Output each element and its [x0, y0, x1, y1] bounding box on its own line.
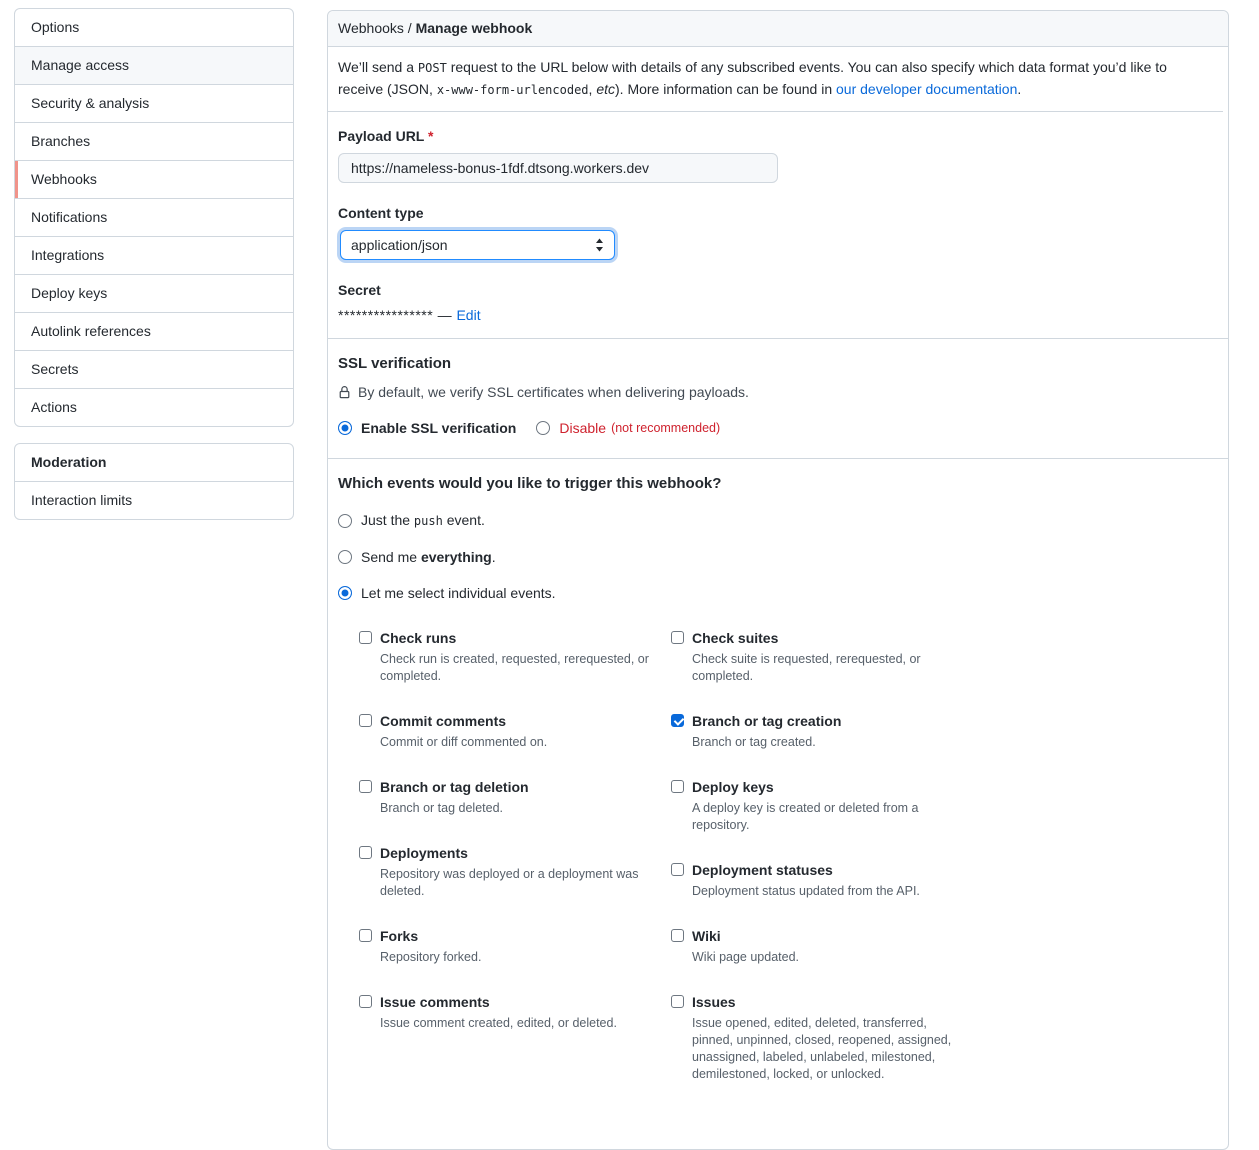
sidebar-item-label: Notifications — [31, 209, 108, 225]
enable-ssl-label: Enable SSL verification — [361, 420, 517, 436]
ssl-heading: SSL verification — [338, 355, 452, 372]
sidebar-item-branches[interactable] — [15, 122, 293, 160]
event-option-everything — [338, 547, 1218, 567]
just-push-label — [361, 510, 485, 531]
event-description: Commit or diff commented on. — [380, 735, 548, 749]
event-description: Wiki page updated. — [692, 950, 800, 964]
events-grid — [359, 628, 1218, 1109]
event-description: Issue comment created, edited, or deleted. — [380, 1016, 617, 1030]
event-title: Check runs — [380, 630, 457, 646]
settings-nav-box — [14, 8, 294, 427]
event-title: Wiki — [692, 928, 721, 944]
deployments-checkbox[interactable] — [359, 846, 372, 859]
sidebar-item-label: Manage access — [31, 57, 130, 73]
intro-text: , — [588, 81, 597, 97]
payload-url-label-text: Payload URL — [338, 128, 425, 144]
event-item-branch-tag-deletion — [359, 777, 671, 817]
event-item-check-runs — [359, 628, 671, 685]
event-title: Deployments — [380, 845, 468, 861]
breadcrumb-webhooks-link[interactable]: Webhooks — [338, 20, 404, 36]
sidebar-item-label: Actions — [31, 399, 77, 415]
sidebar-item-webhooks[interactable] — [15, 160, 293, 198]
event-description: Check suite is requested, rerequested, or completed. — [692, 652, 921, 683]
event-item-forks — [359, 926, 671, 966]
issues-checkbox[interactable] — [671, 995, 684, 1008]
check-runs-checkbox[interactable] — [359, 631, 372, 644]
event-item-issues — [671, 992, 961, 1083]
option-text: event. — [442, 512, 485, 528]
event-item-deployments — [359, 843, 671, 900]
event-item-commit-comments — [359, 711, 671, 751]
event-title: Deployment statuses — [692, 862, 833, 878]
event-item-issue-comments — [359, 992, 671, 1032]
issue-comments-checkbox[interactable] — [359, 995, 372, 1008]
event-description: Branch or tag created. — [692, 735, 816, 749]
sidebar-item-label: Autolink references — [31, 323, 151, 339]
ssl-verification-section — [328, 338, 1228, 458]
event-description: Deployment status updated from the API. — [692, 884, 920, 898]
required-asterisk: * — [428, 128, 434, 144]
inline-code-post: POST — [417, 61, 447, 75]
sidebar-item-label: Interaction limits — [31, 492, 133, 508]
event-description: Repository was deployed or a deployment was deleted. — [380, 867, 639, 898]
check-suites-checkbox[interactable] — [671, 631, 684, 644]
event-description: Branch or tag deleted. — [380, 801, 503, 815]
developer-documentation-link[interactable]: our developer documentation — [836, 81, 1018, 97]
event-title: Issue comments — [380, 994, 490, 1010]
ssl-note — [338, 382, 1218, 402]
sidebar-item-security-analysis[interactable] — [15, 84, 293, 122]
event-title: Deploy keys — [692, 779, 774, 795]
option-text: Send me — [361, 549, 421, 565]
intro-etc: etc — [596, 81, 615, 97]
event-title: Forks — [380, 928, 419, 944]
secret-masked-value: **************** — [338, 307, 434, 323]
forks-checkbox[interactable] — [359, 929, 372, 942]
content-type-select[interactable] — [340, 230, 615, 260]
event-description: Issue opened, edited, deleted, transferred, pinned, unpinned, closed, reopened, assigned, unassigned, labeled, unlabeled, milestoned, demilestoned, locked, or unlocked. — [692, 1016, 952, 1081]
lock-icon — [338, 385, 351, 400]
disable-ssl-label: Disable — [559, 420, 607, 436]
option-text-bold: everything — [420, 549, 492, 565]
sidebar-item-interaction-limits[interactable] — [15, 481, 293, 519]
disable-ssl-group — [536, 418, 720, 438]
intro-text: . — [1017, 81, 1022, 97]
secret-row — [338, 305, 1218, 326]
event-description: Repository forked. — [380, 950, 482, 964]
sidebar-item-notifications[interactable] — [15, 198, 293, 236]
events-column-right — [671, 628, 961, 1109]
events-column-left — [359, 628, 671, 1109]
ssl-radio-row — [338, 418, 1218, 438]
event-title: Commit comments — [380, 713, 507, 729]
sidebar-item-label: Deploy keys — [31, 285, 108, 301]
secret-label: Secret — [338, 282, 381, 298]
individual-events-radio[interactable] — [338, 586, 352, 600]
payload-url-input[interactable] — [338, 153, 778, 183]
ssl-note-text: By default, we verify SSL certificates when delivering payloads. — [358, 384, 749, 400]
send-everything-label — [361, 547, 496, 567]
intro-text: ). More information can be found in — [615, 81, 837, 97]
intro-text: We’ll send a — [338, 59, 418, 75]
events-heading: Which events would you like to trigger this webhook? — [338, 475, 722, 492]
sidebar-item-label: Branches — [31, 133, 91, 149]
breadcrumb-separator: / — [403, 20, 416, 36]
inline-code-push: push — [413, 514, 443, 528]
content-type-label: Content type — [338, 205, 424, 221]
event-item-wiki — [671, 926, 961, 966]
event-item-deploy-keys — [671, 777, 961, 834]
event-description: A deploy key is created or deleted from a repository. — [692, 801, 919, 832]
sidebar-item-label: Webhooks — [31, 171, 97, 187]
disable-ssl-note: (not recommended) — [611, 421, 721, 435]
event-title: Issues — [692, 994, 736, 1010]
option-text: . — [491, 549, 496, 565]
event-description: Check run is created, requested, rerequested, or completed. — [380, 652, 649, 683]
event-title: Branch or tag deletion — [380, 779, 529, 795]
sidebar-item-secrets[interactable] — [15, 350, 293, 388]
webhook-config-section — [328, 112, 1228, 338]
secret-edit-link[interactable]: Edit — [456, 307, 481, 323]
sidebar-item-deploy-keys[interactable] — [15, 274, 293, 312]
event-item-deployment-statuses — [671, 860, 961, 900]
commit-comments-checkbox[interactable] — [359, 714, 372, 727]
branch-tag-deletion-checkbox[interactable] — [359, 780, 372, 793]
branch-tag-creation-checkbox[interactable] — [671, 714, 684, 727]
sidebar-item-manage-access[interactable] — [15, 46, 293, 84]
sidebar-item-label: Integrations — [31, 247, 105, 263]
settings-sidebar — [14, 8, 294, 520]
event-option-just-push — [338, 510, 1218, 531]
sidebar-item-label: Security & analysis — [31, 95, 150, 111]
sidebar-item-options[interactable] — [15, 9, 293, 46]
moderation-nav-box — [14, 443, 294, 520]
webhook-panel — [327, 10, 1229, 1150]
individual-events-label: Let me select individual events. — [361, 585, 556, 601]
send-everything-radio[interactable] — [338, 550, 352, 564]
sidebar-item-autolink-references[interactable] — [15, 312, 293, 350]
secret-dash: — — [437, 307, 453, 323]
content-type-value: application/json — [351, 237, 448, 253]
inline-code-urlencoded: x-www-form-urlencoded — [436, 83, 589, 97]
sidebar-item-label: Options — [31, 19, 80, 35]
event-title: Check suites — [692, 630, 779, 646]
page-title: Manage webhook — [415, 20, 533, 36]
event-item-check-suites — [671, 628, 961, 685]
deploy-keys-checkbox[interactable] — [671, 780, 684, 793]
breadcrumb — [328, 11, 1228, 47]
disable-ssl-radio[interactable] — [536, 421, 550, 435]
select-unfold-icon — [595, 238, 604, 252]
payload-url-label — [338, 126, 1218, 147]
sidebar-item-label: Secrets — [31, 361, 79, 377]
event-option-individual — [338, 583, 1218, 603]
webhook-intro-text — [328, 47, 1223, 112]
events-section — [328, 458, 1228, 1149]
option-text: Just the — [361, 512, 414, 528]
wiki-checkbox[interactable] — [671, 929, 684, 942]
intro-text: request to the URL below with details of any subscribed events. You can also specify which data format you’d like to receive (JSON, — [338, 59, 1167, 97]
just-push-radio[interactable] — [338, 514, 352, 528]
event-item-branch-tag-creation — [671, 711, 961, 751]
moderation-header: Moderation — [31, 454, 107, 470]
sidebar-item-actions[interactable] — [15, 388, 293, 426]
sidebar-item-integrations[interactable] — [15, 236, 293, 274]
enable-ssl-radio[interactable] — [338, 421, 352, 435]
deployment-statuses-checkbox[interactable] — [671, 863, 684, 876]
event-title: Branch or tag creation — [692, 713, 842, 729]
